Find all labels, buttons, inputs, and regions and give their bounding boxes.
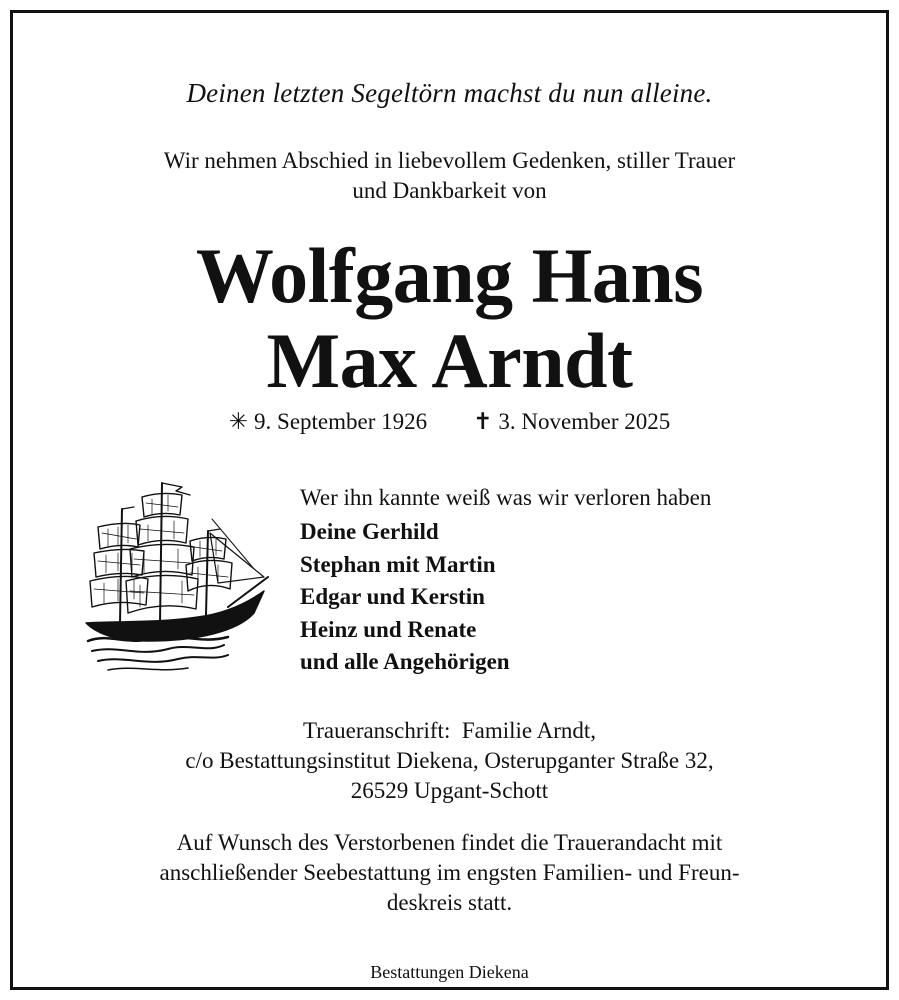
notice-line-2: anschließender Seebestattung im engsten Familien- und Freun- [159, 860, 740, 885]
sailing-ship-icon [78, 473, 270, 681]
mourner-name: Edgar und Kerstin [300, 584, 485, 609]
notice-line-1: Auf Wunsch des Verstorbenen findet die Trauerandacht mit [176, 830, 723, 855]
address-line-1: Traueranschrift: Familie Arndt, [303, 718, 596, 743]
death-date-group [473, 409, 670, 435]
mourner-name: Heinz und Renate [300, 616, 477, 642]
birth-star-icon: ✳ [228, 409, 249, 434]
mourner-name: Stephan mit Martin [300, 551, 496, 577]
address-line-2: c/o Bestattungsinstitut Diekena, Osterupganter Straße 32, [185, 748, 714, 773]
deceased-name-line-1: Wolfgang Hans [195, 232, 704, 319]
address-line-3: 26529 Upgant-Schott [350, 778, 549, 803]
motto: Deinen letzten Segeltörn machst du nun alleine. [186, 78, 713, 108]
footer-credit: Bestattungen Diekena [356, 962, 542, 982]
death-cross-icon: ✝ [473, 409, 493, 434]
notice-line-3: deskreis statt. [386, 890, 513, 915]
mourner-name: Deine Gerhild [300, 519, 439, 544]
intro-text [0, 146, 899, 206]
birth-date: 9. September 1926 [254, 409, 428, 434]
footer-credit-wrap [0, 960, 899, 981]
intro-line-1: Wir nehmen Abschied in liebevollem Gedenken, stiller Trauer [163, 148, 736, 173]
mourners-lead: Wer ihn kannte weiß was wir verloren haben [300, 485, 712, 510]
deceased-name-line-2: Max Arndt [266, 317, 633, 404]
mourner-name: und alle Angehörigen [300, 649, 510, 674]
death-date: 3. November 2025 [498, 409, 671, 434]
funeral-notice [0, 828, 899, 918]
life-dates [0, 409, 899, 435]
mourning-address [0, 716, 899, 806]
intro-line-2: und Dankbarkeit von [352, 178, 547, 203]
birth-date-group [229, 409, 427, 435]
mourners-block [300, 482, 711, 679]
